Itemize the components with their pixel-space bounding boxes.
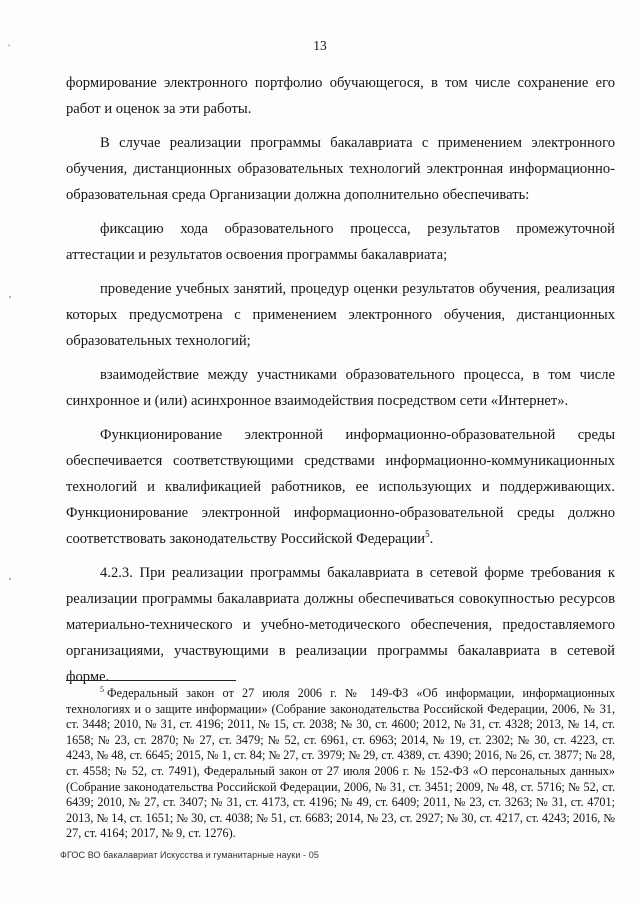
page-number: 13 xyxy=(313,38,327,53)
footnote-text: Федеральный закон от 27 июля 2006 г. № 149-ФЗ «Об информации, информационных технологиях и о защите информации» (Собрание законодательства Российской Федерации, 2006, № 31, ст. 3448; 2010, № 31, ст. 4196; 2011, № 15, ст. 2038; № 30, ст. 4600; 2012, № 31, ст. 4328; 2013, № 14, ст. 1658; № 23, ст. 2870; № 27, ст. 3479; № 52, ст. 6961, ст. 6963; 2014, № 19, ст. 2302; № 30, ст. 4223, ст. 4243, № 48, ст. 6645; 2015, № 1, ст. 84; № 27, ст. 3979; № 29, ст. 4389, ст. 4390; 2016, № 26, ст. 3877; № 28, ст. 4558; № 52, ст. 7491), Федеральный закон от 27 июля 2006 г. № 152-ФЗ «О персональных данных» (Собрание законодательства Российской Федерации, 2006, № 31, ст. 3451; 2009, № 48, ст. 5716; № 52, ст. 6439; 2010, № 27, ст. 3407; № 31, ст. 4173, ст. 4196; № 49, ст. 6409; 2011, № 23, ст. 3263; № 31, ст. 4701; 2013, № 14, ст. 1651; № 30, ст. 4038; № 51, ст. 6683; 2014, № 23, ст. 2927; № 30, ст. 4217, ст. 4243; 2016, № 27, ст. 4164; 2017, № 9, ст. 1276). xyxy=(66,686,615,841)
paragraph-environment-text: Функционирование электронной информационно-образовательной среды обеспечивается соответствующими средствами информационно-коммуникационных технологий и квалификацией работников, ее использующих и поддерживающих. Функционирование электронной информационно-образовательной среды должно соответствовать законодательству Российской Федерации xyxy=(66,427,615,547)
paragraph-portfolio: формирование электронного портфолио обучающегося, в том числе сохранение его работ и оценок за эти работы. xyxy=(66,75,615,117)
margin-mark: · xyxy=(7,38,11,52)
list-item-conducting-classes: проведение учебных занятий, процедур оценки результатов обучения, реализация которых предусмотрена с применением электронного обучения, дистанционных образовательных технологий; xyxy=(66,281,615,349)
list-item-recording-progress: фиксацию хода образовательного процесса, результатов промежуточной аттестации и результатов освоения программы бакалавриата; xyxy=(66,221,615,263)
footnote-marker: 5 xyxy=(100,684,104,694)
running-footer: ФГОС ВО бакалавриат Искусства и гуманитарные науки - 05 xyxy=(60,850,319,860)
footnote-reference: 5 xyxy=(425,529,430,540)
footnote xyxy=(66,686,615,842)
list-item-interaction: взаимодействие между участниками образовательного процесса, в том числе синхронное и (или) асинхронное взаимодействия посредством сети «Интернет». xyxy=(66,367,615,409)
scan-speck xyxy=(9,296,11,298)
paragraph-end-punctuation: . xyxy=(429,531,434,547)
main-text xyxy=(66,70,615,690)
paragraph-e-learning-intro: В случае реализации программы бакалавриата с применением электронного обучения, дистанционных образовательных технологий электронная информационно-образовательная среда Организации должна дополнительно обеспечивать: xyxy=(66,135,615,203)
paragraph-environment-functioning xyxy=(66,422,615,552)
paragraph-network-form: 4.2.3. При реализации программы бакалавриата в сетевой форме требования к реализации программы бакалавриата должны обеспечиваться совокупностью ресурсов материально-технического и учебно-методического обеспечения, предоставляемого организациями, участвующими в реализации программы бакалавриата в сетевой форме. xyxy=(66,565,615,685)
scan-speck xyxy=(9,578,11,580)
footnote-separator xyxy=(66,680,236,681)
